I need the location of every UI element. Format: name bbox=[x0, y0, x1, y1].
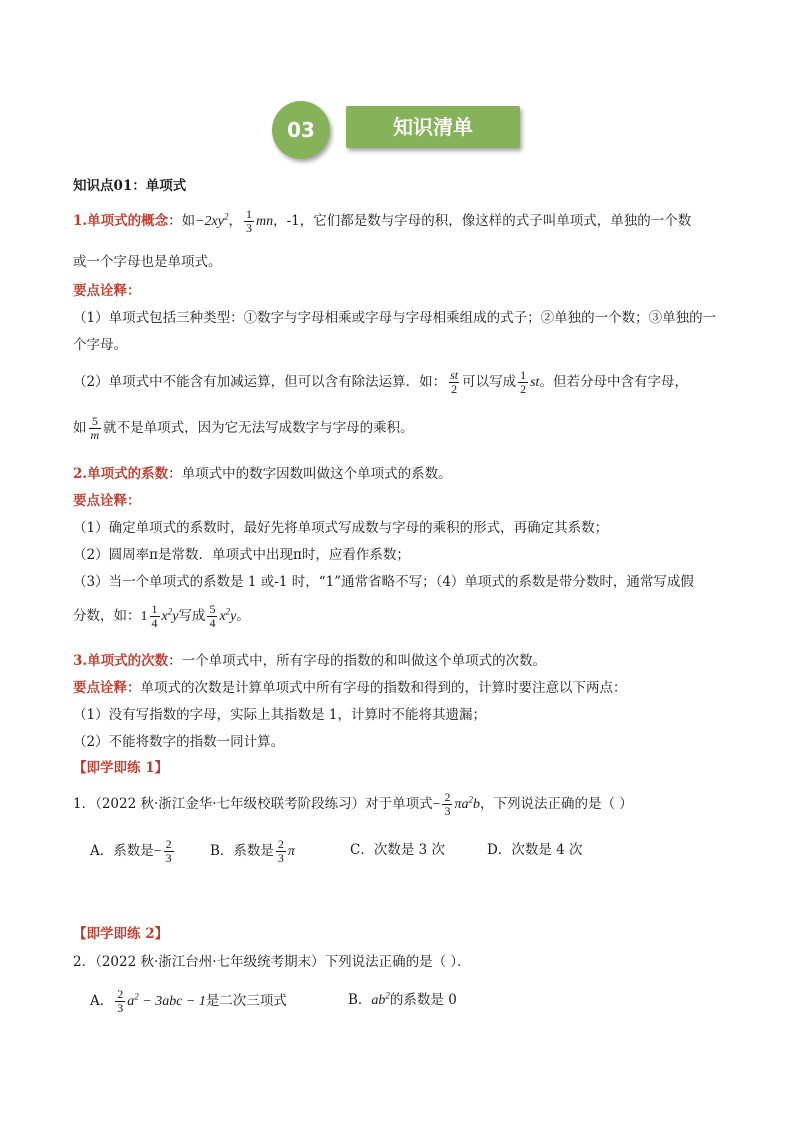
knowledge-point-title: 知识点01：单项式 bbox=[73, 178, 187, 194]
note2-fraction-2: $\frac{1}{2}$ bbox=[520, 368, 527, 396]
degree-note-2: （2）不能将数字的指数一同计算。 bbox=[73, 734, 285, 750]
notes-label-3: 要点诠释： bbox=[73, 680, 141, 696]
coef-label: 2.单项式的系数 bbox=[73, 466, 169, 482]
note1-line-1: （1）单项式包括三种类型：①数字与字母相乘或字母与字母相乘组成的式子；②单独的一个数；③单独的一 bbox=[73, 310, 717, 326]
concept-line-1: 1.单项式的概念：如$-2xy^2$， $\frac{1}{3}$ mn，-1，它们都是数与字母的积，像这样的式子叫单项式，单独的一个数 bbox=[73, 207, 692, 235]
practice1-option-a[interactable]: A．系数是− $\frac{2}{3}$ bbox=[90, 837, 172, 865]
concept-line-2: 或一个字母也是单项式。 bbox=[73, 254, 222, 270]
note2-fraction-3: $\frac{5}{m}$ bbox=[90, 414, 100, 442]
practice1-option-c[interactable]: C．次数是 3 次 bbox=[350, 842, 446, 858]
coef-note-1: （1）确定单项式的系数时，最好先将单项式写成数与字母的乘积的形式，再确定其系数； bbox=[73, 520, 609, 536]
note1-line-2: 个字母。 bbox=[73, 337, 127, 353]
mixed-number-fraction: $\frac{1}{4}$ bbox=[151, 602, 158, 630]
concept-example-1: $-2xy^2$ bbox=[195, 211, 229, 229]
degree-line: 3.单项式的次数：一个单项式中，所有字母的指数的和叫做这个单项式的次数。 bbox=[73, 653, 547, 669]
note2-fraction-1: $\frac{st}{2}$ bbox=[450, 368, 459, 396]
concept-label: 1.单项式的概念 bbox=[73, 213, 169, 229]
coef-note-2: （2）圆周率π是常数．单项式中出现π时，应看作系数； bbox=[73, 547, 410, 563]
practice1-tag: 【即学即练 1】 bbox=[73, 760, 169, 776]
practice1-fraction: $\frac{2}{3}$ bbox=[444, 790, 451, 818]
coef-note-4: 分数，如：1 $\frac{1}{4}$ $x^2y$写成 $\frac{5}{4}$ $x^2y$。 bbox=[73, 602, 250, 630]
practice1-question: 1．（2022 秋·浙江金华·七年级校联考阶段练习）对于单项式− $\frac{2}{3}$ $\pi a^2b$，下列说法正确的是（ ） bbox=[73, 790, 633, 818]
practice1-option-d[interactable]: D．次数是 4 次 bbox=[487, 842, 583, 858]
section-number-badge bbox=[272, 101, 330, 159]
notes-label-2: 要点诠释： bbox=[73, 493, 141, 509]
practice2-option-b[interactable]: B．$ab^2$的系数是 0 bbox=[348, 990, 457, 1008]
practice2-tag: 【即学即练 2】 bbox=[73, 926, 169, 942]
degree-notes-line: 要点诠释：单项式的次数是计算单项式中所有字母的指数和得到的，计算时要注意以下两点： bbox=[73, 680, 627, 696]
concept-example-2-fraction: $\frac{1}{3}$ bbox=[245, 207, 252, 235]
coef-note-3: （3）当一个单项式的系数是 1 或-1 时，“1”通常省略不写；（4）单项式的系数是带分数时，通常写成假 bbox=[73, 574, 694, 590]
section-number: 03 bbox=[287, 118, 315, 142]
coef-line: 2.单项式的系数：单项式中的数字因数叫做这个单项式的系数。 bbox=[73, 466, 452, 482]
practice1-option-b[interactable]: B．系数是 $\frac{2}{3}$ π bbox=[210, 837, 295, 865]
notes-label-1: 要点诠释： bbox=[73, 283, 141, 299]
practice2-option-a[interactable]: A． $\frac{2}{3}$ $a^2 - 3abc - 1$是二次三项式 bbox=[90, 987, 287, 1015]
section-title-banner bbox=[346, 106, 520, 148]
degree-label: 3.单项式的次数 bbox=[73, 653, 169, 669]
degree-note-1: （1）没有写指数的字母，实际上其指数是 1，计算时不能将其遗漏； bbox=[73, 707, 486, 723]
practice2-question: 2．（2022 秋·浙江台州·七年级统考期末）下列说法正确的是（ ）． bbox=[73, 954, 471, 970]
improper-fraction: $\frac{5}{4}$ bbox=[209, 602, 216, 630]
note2-line-2: 如 $\frac{5}{m}$ 就不是单项式，因为它无法写成数字与字母的乘积。 bbox=[73, 414, 414, 442]
note2-line-1: （2）单项式中不能含有加减运算，但可以含有除法运算．如： $\frac{st}{2}$ 可以写成 $\frac{1}{2}$ st。但若分母中含有字母， bbox=[73, 368, 688, 396]
section-title: 知识清单 bbox=[393, 115, 473, 139]
